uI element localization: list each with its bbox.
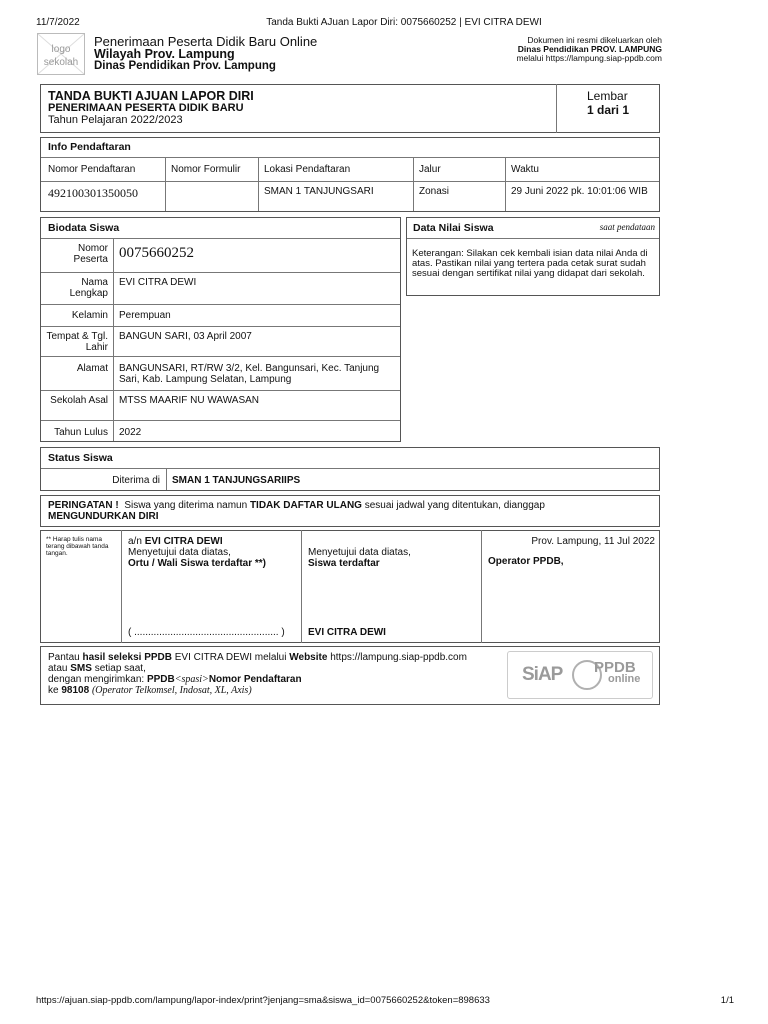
footer-l3d: Nomor Pendaftaran [208,674,302,685]
warning-t1: Siswa yang diterima namun [124,500,248,511]
nilai-heading: Data Nilai Siswa [413,222,494,234]
value-tahun-lulus: 2022 [119,427,142,438]
status-heading: Status Siswa [48,452,113,464]
footer-l3b: PPDB [146,674,175,685]
print-date: 11/7/2022 [36,17,80,28]
status-value: SMAN 1 TANJUNGSARIIPS [172,475,301,486]
footer-l3c: <spasi> [174,674,209,685]
logos-box [507,651,653,699]
doc-subtitle: PENERIMAAN PESERTA DIDIK BARU [48,102,244,114]
header-right3: melalui https://lampung.siap-ppdb.com [516,53,662,63]
operator-label: Operator PPDB, [488,556,564,567]
footer-l1b: hasil seleksi PPDB [82,652,172,663]
label-nomor-peserta: Nomor Peserta [73,243,108,265]
parent-blank: ( .................................................... ) [128,627,285,638]
siap-logo-text: SiAP [522,664,563,685]
footer-l1d: Website [289,652,328,663]
parent-an-line [128,536,223,547]
footer-info-text [48,652,508,696]
info-value-jalur: Zonasi [419,186,450,197]
footer-l1c: EVI CITRA DEWI melalui [174,652,287,663]
label-tempat-lahir: Tempat & Tgl. Lahir [46,331,108,353]
value-tempat-lahir: BANGUN SARI, 03 April 2007 [119,331,252,342]
doc-year: Tahun Pelajaran 2022/2023 [48,114,183,126]
logo-text: logo sekolah [43,44,79,68]
header-line1: Penerimaan Peserta Didik Baru Online [94,34,318,49]
logo-sekolah [37,33,85,75]
doc-title: TANDA BUKTI AJUAN LAPOR DIRI [48,89,254,103]
warning-last: MENGUNDURKAN DIRI [48,511,159,522]
status-label: Diterima di [112,475,160,486]
label-sekolah-asal: Sekolah Asal [50,395,108,406]
place-date: Prov. Lampung, 11 Jul 2022 [531,536,655,547]
parent-approve: Menyetujui data diatas, [128,547,231,558]
info-header-waktu: Waktu [511,164,539,175]
print-title: Tanda Bukti AJuan Lapor Diri: 0075660252 | EVI CITRA DEWI [266,17,542,28]
value-nama-lengkap: EVI CITRA DEWI [119,277,197,288]
footer-l1e: https://lampung.siap-ppdb.com [330,652,467,663]
info-header-formulir: Nomor Formulir [171,164,241,175]
print-page: 1/1 [720,995,734,1006]
info-value-lokasi: SMAN 1 TANJUNGSARI [264,186,374,197]
parent-role: Ortu / Wali Siswa terdaftar **) [128,558,266,569]
label-nama-lengkap: Nama Lengkap [69,277,108,299]
signature-note: ** Harap tulis nama terang dibawah tanda tangan. [46,536,109,557]
value-sekolah-asal: MTSS MAARIF NU WAWASAN [119,395,259,406]
print-url: https://ajuan.siap-ppdb.com/lampung/lapor-index/print?jenjang=sma&siswa_id=0075660252&token=898633 [36,995,490,1006]
label-kelamin: Kelamin [71,310,108,321]
footer-l4c: (Operator Telkomsel, Indosat, XL, Axis) [91,685,252,696]
header-right1: Dokumen ini resmi dikeluarkan oleh [527,35,662,45]
sheet-label: Lembar [587,89,628,103]
info-heading: Info Pendaftaran [48,141,131,153]
nilai-note: saat pendataan [599,222,655,232]
info-header-jalur: Jalur [419,164,441,175]
student-approve: Menyetujui data diatas, [308,547,411,558]
nilai-keterangan: Keterangan: Silakan cek kembali isian data nilai Anda di atas. Pastikan nilai yang tertera pada cetak surat sudah sesuai dengan sertifikat nilai yang didapat dari sekolah. [412,248,648,279]
parent-name: EVI CITRA DEWI [144,536,223,547]
student-role: Siswa terdaftar [308,558,380,569]
label-tahun-lulus: Tahun Lulus [54,427,108,438]
label-alamat: Alamat [76,363,108,374]
footer-l4a: ke [48,685,59,696]
warning-prefix: PERINGATAN ! [48,500,119,511]
ppdb-online-text: online [608,673,641,685]
parent-an: a/n [128,536,142,547]
footer-l4b: 98108 [61,685,90,696]
info-header-lokasi: Lokasi Pendaftaran [264,164,351,175]
value-nomor-peserta: 0075660252 [119,245,194,261]
warning-bold: TIDAK DAFTAR ULANG [249,500,362,511]
warning-text [48,500,648,522]
info-value-nomor: 492100301350050 [48,186,138,200]
info-header-nomor: Nomor Pendaftaran [48,164,136,175]
header-line3: Dinas Pendidikan Prov. Lampung [94,60,276,72]
header-line2: Wilayah Prov. Lampung [94,47,235,61]
value-alamat: BANGUNSARI, RT/RW 3/2, Kel. Bangunsari, Kec. Tanjung Sari, Kab. Lampung Selatan, Lampung [119,363,380,385]
footer-l2a: atau [48,663,68,674]
footer-l1a: Pantau [48,652,80,663]
ppdb-logo-text: PPDB [594,659,636,676]
student-name: EVI CITRA DEWI [308,627,386,638]
footer-l2b: SMS [70,663,92,674]
sheet-value: 1 dari 1 [587,103,630,117]
footer-l3a: dengan mengirimkan: [48,674,145,685]
warning-t2: sesuai jadwal yang ditentukan, dianggap [364,500,545,511]
info-value-waktu: 29 Juni 2022 pk. 10:01:06 WIB [511,186,648,197]
siap-logo [522,664,562,686]
biodata-heading: Biodata Siswa [48,222,120,234]
value-kelamin: Perempuan [119,310,171,321]
footer-l2c: setiap saat, [94,663,146,674]
header-right2: Dinas Pendidikan PROV. LAMPUNG [517,44,662,54]
